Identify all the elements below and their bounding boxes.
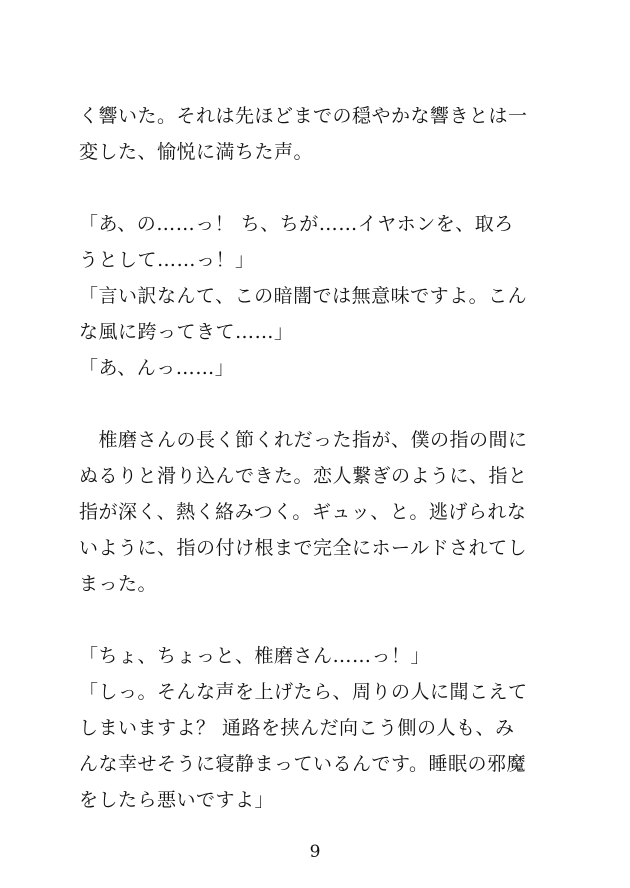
text-line: な風に跨ってきて……」 [79, 321, 294, 343]
text-line: 「あ、の……っ！ ち、ちが……イヤホンを、取ろ [79, 213, 514, 235]
body-text [79, 98, 569, 818]
text-line: 「あ、んっ……」 [79, 357, 235, 379]
text-line: 椎磨さんの長く節くれだった指が、僕の指の間に [79, 429, 528, 451]
text-line: ぬるりと滑り込んできた。恋人繋ぎのように、指と [79, 465, 528, 487]
text-line: く響いた。それは先ほどまでの穏やかな響きとは一 [79, 105, 528, 127]
text-line: 「ちょ、ちょっと、椎磨さん……っ！」 [79, 645, 431, 667]
text-line: 「言い訳なんて、この暗闇では無意味ですよ。こん [79, 285, 528, 307]
paragraph-gap [79, 602, 569, 638]
paragraph-gap [79, 170, 569, 206]
text-line: んな幸せそうに寝静まっているんです。睡眠の邪魔 [79, 753, 526, 775]
text-line: 変した、愉悦に満ちた声。 [79, 141, 314, 163]
text-line: 「しっ。そんな声を上げたら、周りの人に聞こえて [79, 681, 528, 703]
text-line: まった。 [79, 573, 158, 595]
text-line: をしたら悪いですよ」 [79, 789, 275, 811]
text-line: しまいますよ？ 通路を挟んだ向こう側の人も、み [79, 717, 515, 739]
text-line: うとして……っ！」 [79, 249, 255, 271]
text-line: 指が深く、熱く絡みつく。ギュッ、と。逃げられな [79, 501, 527, 523]
page-number: 9 [309, 842, 321, 862]
paragraph-gap [79, 386, 569, 422]
text-line: いように、指の付け根まで完全にホールドされてし [79, 537, 528, 559]
